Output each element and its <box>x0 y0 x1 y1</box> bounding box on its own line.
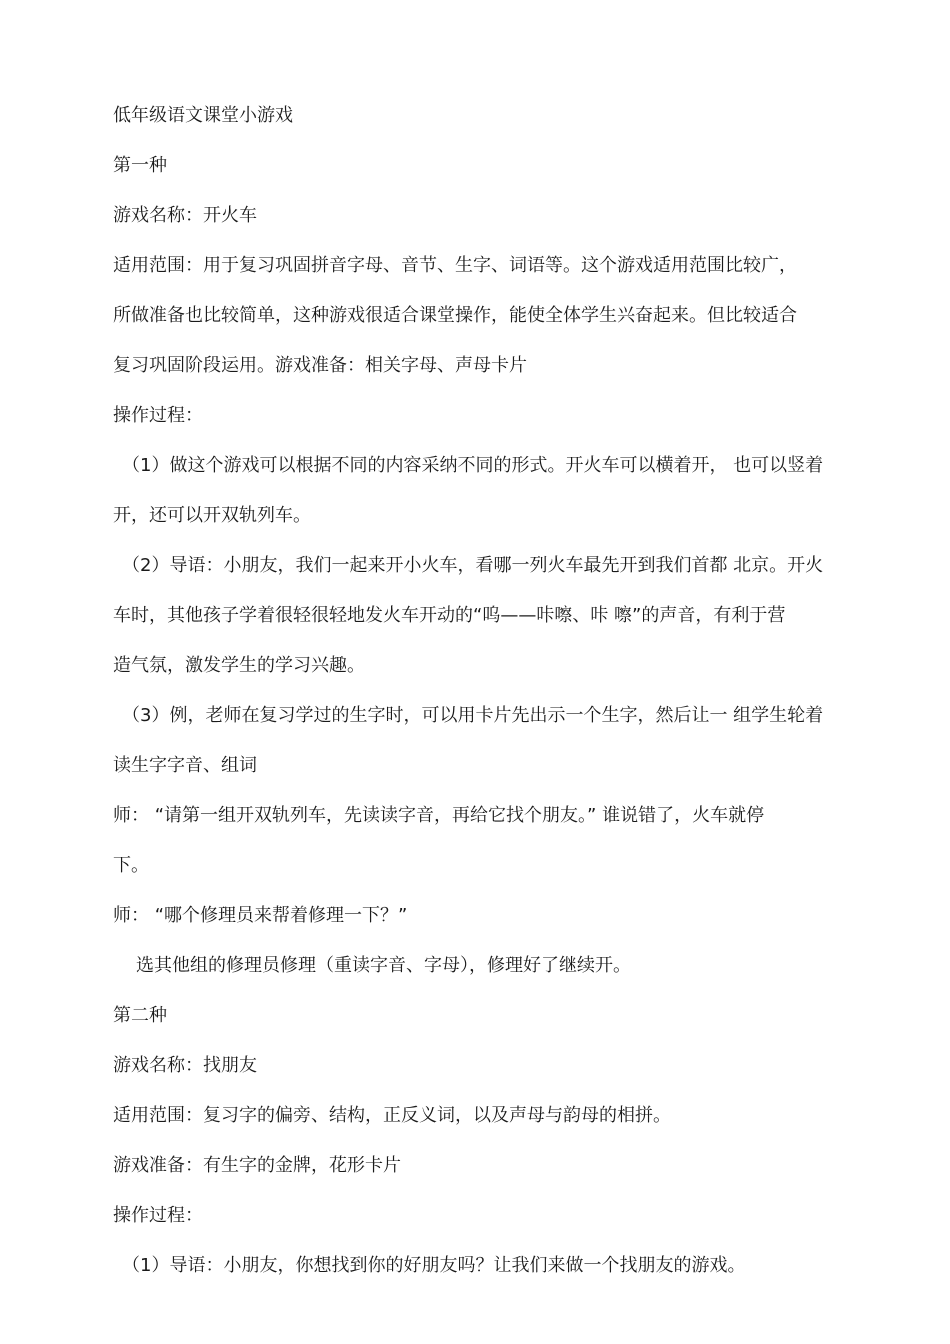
paragraph-line: 适用范围：复习字的偏旁、结构，正反义词，以及声母与韵母的相拼。 <box>113 1105 671 1126</box>
dialogue-line: 师： “请第一组开双轨列车，先读读字音，再给它找个朋友。” 谁说错了，火车就停 <box>113 805 765 826</box>
document-title: 低年级语文课堂小游戏 <box>113 105 293 126</box>
paragraph-line: 复习巩固阶段运用。游戏准备：相关字母、声母卡片 <box>113 355 527 376</box>
game-name-line: 游戏名称：找朋友 <box>113 1055 257 1076</box>
paragraph-line: 车时，其他孩子学着很轻很轻地发火车开动的“呜——咔嚓、咔 嚓”的声音，有利于营 <box>113 605 786 626</box>
paragraph-line: 游戏准备：有生字的金牌，花形卡片 <box>113 1155 401 1176</box>
paragraph-line: 选其他组的修理员修理（重读字音、字母），修理好了继续开。 <box>136 955 631 976</box>
paragraph-line: 下。 <box>113 855 149 876</box>
paragraph-line: （1）导语：小朋友，你想找到你的好朋友吗？让我们来做一个找朋友的游戏。 <box>122 1255 746 1276</box>
procedure-heading: 操作过程： <box>113 405 203 426</box>
paragraph-line: 开，还可以开双轨列车。 <box>113 505 311 526</box>
paragraph-line: 读生字字音、组词 <box>113 755 257 776</box>
paragraph-line: （3）例，老师在复习学过的生字时，可以用卡片先出示一个生字，然后让一 组学生轮着 <box>122 705 824 726</box>
game-name-line: 游戏名称：开火车 <box>113 205 257 226</box>
section-heading-second: 第二种 <box>113 1005 167 1026</box>
section-heading-first: 第一种 <box>113 155 167 176</box>
paragraph-line: 所做准备也比较简单，这种游戏很适合课堂操作，能使全体学生兴奋起来。但比较适合 <box>113 305 797 326</box>
paragraph-line: 造气氛，激发学生的学习兴趣。 <box>113 655 365 676</box>
paragraph-line: 适用范围：用于复习巩固拼音字母、音节、生字、词语等。这个游戏适用范围比较广， <box>113 255 797 276</box>
dialogue-line: 师： “哪个修理员来帮着修理一下？” <box>113 905 408 926</box>
procedure-heading: 操作过程： <box>113 1205 203 1226</box>
paragraph-line: （1）做这个游戏可以根据不同的内容采纳不同的形式。开火车可以横着开， 也可以竖着 <box>122 455 824 476</box>
paragraph-line: （2）导语：小朋友，我们一起来开小火车，看哪一列火车最先开到我们首都 北京。开火 <box>122 555 824 576</box>
